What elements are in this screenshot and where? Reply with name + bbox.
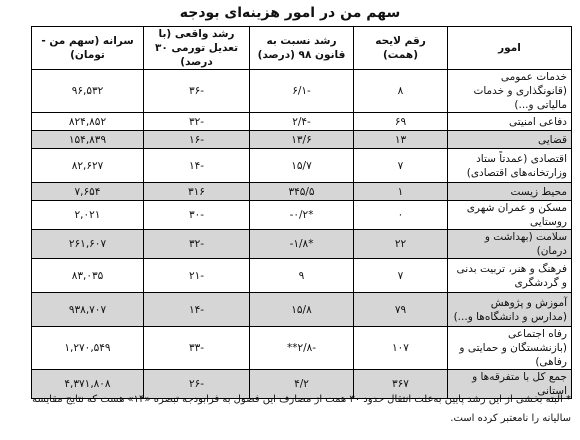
row-real-growth-cell: -۲۶	[144, 370, 250, 399]
row-real-growth-cell: -۳۲	[144, 230, 250, 259]
row-affair-cell: سلامت (بهداشت و درمان)	[448, 230, 572, 259]
row-affair-cell: مسکن و عمران شهری روستایی	[448, 201, 572, 230]
row-per-capita-cell: ۱۵۴,۸۳۹	[32, 131, 144, 149]
table-row	[32, 293, 572, 327]
row-per-capita-cell: ۴,۳۷۱,۸۰۸	[32, 370, 144, 399]
row-affair-cell: فرهنگ و هنر، تربیت بدنی و گردشگری	[448, 259, 572, 293]
row-growth-cell: ۳۴۵/۵	[250, 183, 354, 201]
row-growth-cell: ۹	[250, 259, 354, 293]
row-affair-cell: خدمات عمومی (قانونگذاری و خدمات مالیاتی و...)	[448, 70, 572, 113]
table-row	[32, 230, 572, 259]
header-real-growth: رشد واقعی (با تعدیل تورمی ۳۰ درصد)	[144, 27, 250, 70]
row-bill-cell: ۷	[354, 259, 448, 293]
table-row	[32, 259, 572, 293]
row-growth-cell: ۱۵/۸	[250, 293, 354, 327]
row-bill-cell: ۱	[354, 183, 448, 201]
row-affair-cell: دفاعی امنیتی	[448, 113, 572, 131]
row-growth-cell: ۱۳/۶	[250, 131, 354, 149]
row-bill-cell: ۱۰۷	[354, 327, 448, 370]
row-per-capita-cell: ۲۶۱,۶۰۷	[32, 230, 144, 259]
row-affair-cell: محیط زیست	[448, 183, 572, 201]
header-affair: امور	[448, 27, 572, 70]
row-growth-cell: -۲/۸**	[250, 327, 354, 370]
row-per-capita-cell: ۲,۰۲۱	[32, 201, 144, 230]
row-real-growth-cell: -۳۶	[144, 70, 250, 113]
table-row	[32, 201, 572, 230]
footnote: * البته بخشی از این رشد پایین به‌علت انتقال حدود ۳۰ همت از مصارف این فصول به فرابودجه تبصره «۱۴» هست که نتایج مقایسه سالیانه را نامعتبر کرده است.	[32, 394, 571, 424]
row-bill-cell: ۷۹	[354, 293, 448, 327]
row-real-growth-cell: ۳۱۶	[144, 183, 250, 201]
row-growth-cell: ۱۵/۷	[250, 149, 354, 183]
header-per-capita: سرانه (سهم من - تومان)	[32, 27, 144, 70]
row-bill-cell: ۲۲	[354, 230, 448, 259]
row-affair-cell: رفاه اجتماعی (بازنشستگان و حمایتی و رفاهی)	[448, 327, 572, 370]
header-growth-vs-law: رشد نسبت به قانون ۹۸ (درصد)	[250, 27, 354, 70]
row-affair-cell: آموزش و پژوهش (مدارس و دانشگاه‌ها و...)	[448, 293, 572, 327]
table-row	[32, 183, 572, 201]
row-bill-cell: ۳۶۷	[354, 370, 448, 399]
row-bill-cell: ۸	[354, 70, 448, 113]
row-per-capita-cell: ۸۲,۶۲۷	[32, 149, 144, 183]
row-real-growth-cell: -۱۴	[144, 149, 250, 183]
row-real-growth-cell: -۳۲	[144, 113, 250, 131]
row-real-growth-cell: -۳۳	[144, 327, 250, 370]
row-affair-cell: اقتصادی (عمدتاً ستاد وزارتخانه‌های اقتصادی)	[448, 149, 572, 183]
row-bill-cell: ۰	[354, 201, 448, 230]
row-growth-cell: *۰/۲-	[250, 201, 354, 230]
table-row	[32, 70, 572, 113]
table-row	[32, 327, 572, 370]
row-bill-cell: ۶۹	[354, 113, 448, 131]
row-per-capita-cell: ۷,۶۵۴	[32, 183, 144, 201]
row-bill-cell: ۱۳	[354, 131, 448, 149]
header-bill-figure: رقم لایحه (همت)	[354, 27, 448, 70]
row-growth-cell: -۲/۴	[250, 113, 354, 131]
table-body	[32, 70, 572, 399]
budget-table	[31, 26, 572, 399]
row-growth-cell: ۴/۲	[250, 370, 354, 399]
header-row	[32, 27, 572, 70]
row-growth-cell: *۱/۸-	[250, 230, 354, 259]
row-affair-cell: جمع کل با متفرقه‌ها و استانی	[448, 370, 572, 399]
row-per-capita-cell: ۸۲۴,۸۵۲	[32, 113, 144, 131]
row-bill-cell: ۷	[354, 149, 448, 183]
row-real-growth-cell: -۱۴	[144, 293, 250, 327]
row-per-capita-cell: ۸۳,۰۳۵	[32, 259, 144, 293]
row-per-capita-cell: ۹۶,۵۳۲	[32, 70, 144, 113]
table-row	[32, 131, 572, 149]
row-per-capita-cell: ۹۳۸,۷۰۷	[32, 293, 144, 327]
row-affair-cell: قضایی	[448, 131, 572, 149]
row-real-growth-cell: -۳۰	[144, 201, 250, 230]
row-real-growth-cell: -۲۱	[144, 259, 250, 293]
table-row	[32, 149, 572, 183]
row-real-growth-cell: -۱۶	[144, 131, 250, 149]
table-title: سهم من در امور هزینه‌ای بودجه	[179, 5, 401, 21]
row-per-capita-cell: ۱,۲۷۰,۵۴۹	[32, 327, 144, 370]
table-row	[32, 113, 572, 131]
row-growth-cell: -۶/۱	[250, 70, 354, 113]
